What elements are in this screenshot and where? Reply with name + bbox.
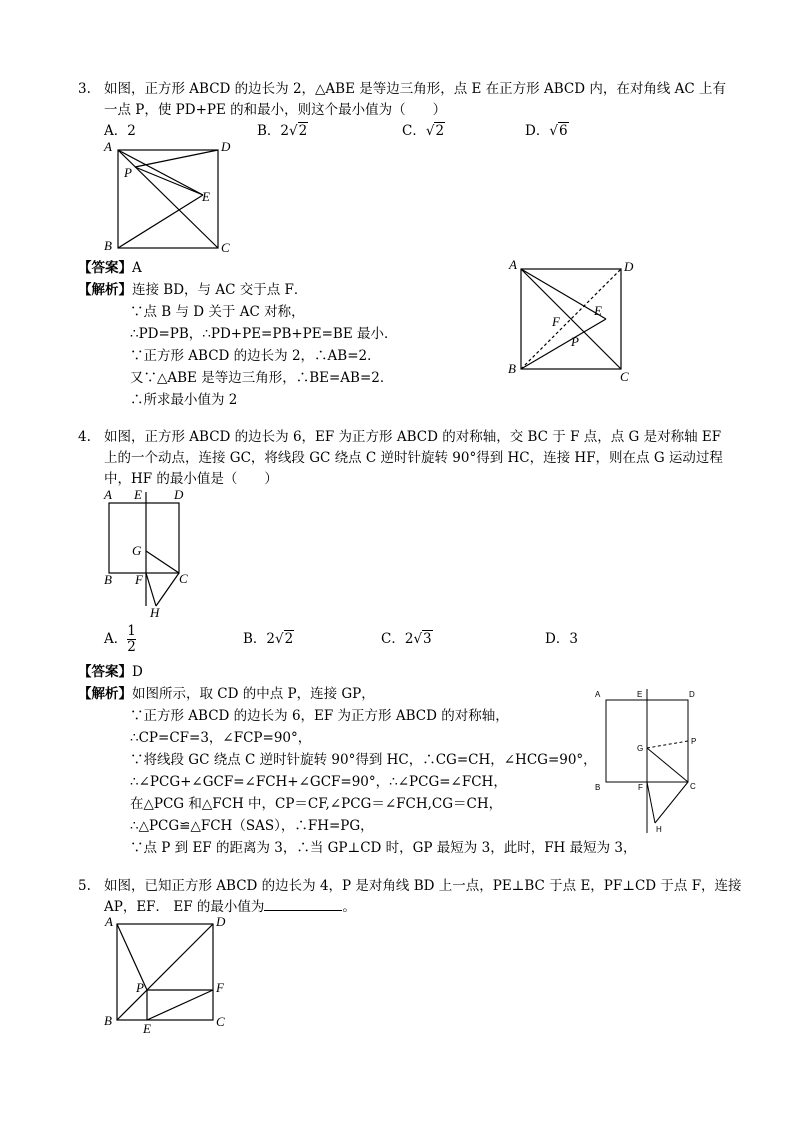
q4-option-a-num: 1 (127, 623, 136, 639)
q4-label-e: E (134, 487, 142, 502)
q3-answer-value: A (132, 260, 142, 276)
q5-stem-line2-text: AP，EF． EF 的最小值为 (104, 899, 265, 915)
q4-analysis-line4: ∵将线段 GC 绕点 C 逆时针旋转 90°得到 HC，∴CG=CH，∠HCG=90°， (130, 752, 597, 768)
q5-label-a: A (105, 914, 113, 929)
q4-option-d (545, 630, 578, 648)
q5-label-d: D (216, 914, 226, 929)
q4-option-d-value: 3 (569, 631, 578, 647)
q3-option-a-label: A． (104, 123, 128, 139)
q4-analysis-line2: ∵正方形 ABCD 的边长为 6，EF 为正方形 ABCD 的对称轴， (130, 708, 509, 724)
q4-option-c-coef: 2 (404, 631, 414, 647)
q4s-label-f: F (638, 783, 643, 792)
q5-label-b: B (104, 1013, 112, 1028)
q5-stem-line1: 如图，已知正方形 ABCD 的边长为 4，P 是对角线 BD 上一点，PE⊥BC 于点 E，PF⊥CD 于点 F，连接 (104, 878, 742, 894)
q3-option-d-radicand: 6 (558, 123, 568, 139)
q3-option-b-label: B． (257, 123, 281, 139)
q3-stem-line1: 如图，正方形 ABCD 的边长为 2，△ABE 是等边三角形，点 E 在正方形 ABCD 内，在对角线 AC 上有 (104, 81, 726, 97)
q4-analysis-tag: 【解析】 (78, 686, 132, 702)
q3-option-d (525, 122, 569, 140)
q3-answer-tag: 【答案】 (78, 260, 132, 276)
q5-stem-line2-end: 。 (342, 899, 356, 915)
q3-analysis-line3: ∴PD=PB，∴PD+PE=PB+PE=BE 最小． (130, 326, 398, 342)
q4-analysis-line8: ∵点 P 到 EF 的距离为 3，∴当 GP⊥CD 时，GP 最短为 3，此时，FH 最短为 3， (130, 840, 637, 856)
q3-analysis-line2: ∵点 B 与 D 关于 AC 对称， (130, 304, 305, 320)
q4s-segment-gc (647, 748, 688, 782)
q4-option-b-radicand: 2 (284, 631, 294, 647)
q4s-segment-fh (647, 782, 655, 823)
q4-figure (100, 486, 210, 622)
q4-option-c-label: C． (381, 631, 405, 647)
q4s-label-h: H (656, 825, 662, 834)
q4s-label-b: B (595, 783, 601, 792)
q3s-label-a: A (509, 257, 517, 272)
q3s-label-c: C (620, 369, 629, 384)
sqrt-icon: √ (289, 123, 298, 139)
q4-analysis-line6: 在△PCG 和△FCH 中，CP＝CF,∠PCG＝∠FCH,CG＝CH， (130, 796, 503, 812)
q5-segment-ef (147, 990, 213, 1020)
q4-analysis-line7: ∴△PCG≌△FCH（SAS），∴FH=PG， (130, 818, 374, 834)
q4-answer-value: D (132, 664, 143, 680)
q5-answer-blank[interactable] (264, 898, 342, 911)
q3-label-a: A (104, 139, 112, 154)
q3s-label-d: D (624, 259, 634, 274)
q4-segment-ch (156, 573, 179, 606)
q5-label-f: F (216, 980, 224, 995)
q3-analysis-text: 连接 BD，与 AC 交于点 F． (132, 282, 308, 298)
q4-label-c: C (179, 571, 188, 586)
q5-number: 5. (78, 878, 91, 894)
q3-stem-line2: 一点 P，使 PD+PE 的和最小，则这个最小值为（ ） (104, 102, 447, 118)
q3s-label-b: B (508, 361, 516, 376)
q4-number: 4. (78, 429, 91, 445)
q3-option-a-value: 2 (127, 123, 136, 139)
q3-analysis-tag: 【解析】 (78, 282, 132, 298)
q4-analysis-line3: ∴CP=CF=3，∠FCP=90°， (130, 730, 312, 746)
q4-option-b-label: B． (243, 631, 267, 647)
sqrt-icon: √ (413, 631, 423, 647)
q3-analysis-line5: 又∵△ABE 是等边三角形，∴BE=AB=2． (130, 370, 394, 386)
q4-square (109, 503, 179, 573)
q5-diagonal-bd (117, 924, 213, 1020)
q3-label-d: D (221, 139, 231, 154)
q3-analysis-line1 (78, 281, 307, 299)
q4-option-c (381, 630, 433, 648)
q3-option-c-radicand: 2 (435, 123, 445, 139)
q3s-label-e: E (594, 303, 602, 318)
q3-label-p: P (124, 165, 132, 180)
q3s-label-f: F (552, 314, 560, 329)
q3-option-b (257, 122, 308, 140)
q4-solution-figure (592, 686, 712, 838)
q4-option-c-radicand: 3 (423, 631, 432, 647)
q4-option-d-label: D． (545, 631, 570, 647)
q5-label-c: C (216, 1014, 225, 1029)
q5-figure (100, 912, 235, 1036)
q3-answer (78, 259, 142, 277)
q3-analysis-line4: ∵正方形 ABCD 的边长为 2，∴AB=2． (130, 348, 381, 364)
q3-segment-pe (135, 167, 203, 195)
q4-segment-gc (146, 551, 179, 573)
q4-label-d: D (174, 487, 184, 502)
q4-analysis-line5: ∴∠PCG+∠GCF=∠FCH+∠GCF=90°，∴∠PCG=∠FCH， (130, 774, 507, 790)
q3-option-c-label: C． (402, 123, 426, 139)
q4s-segment-gp (647, 741, 688, 748)
q5-label-e: E (143, 1021, 151, 1036)
q3-label-b: B (104, 238, 112, 253)
q4-option-a-label: A． (104, 631, 128, 647)
q3-option-b-radicand: 2 (298, 123, 308, 139)
sqrt-icon: √ (425, 123, 435, 139)
q3-analysis-line6: ∴所求最小值为 2 (130, 392, 238, 408)
q3s-label-p: P (571, 334, 579, 349)
q4s-label-a: A (595, 690, 601, 699)
q4-analysis-text: 如图所示，取 CD 的中点 P，连接 GP， (132, 686, 375, 702)
q4-stem-line1: 如图，正方形 ABCD 的边长为 6，EF 为正方形 ABCD 的对称轴，交 BC 于 F 点，点 G 是对称轴 EF (104, 429, 722, 445)
q4-stem-line3: 中，HF 的最小值是（ ） (104, 471, 278, 487)
q3-number: 3. (78, 81, 91, 97)
q3-label-c: C (221, 240, 230, 255)
q4-option-a-fraction (127, 624, 136, 655)
q3-label-e: E (202, 189, 210, 204)
sqrt-icon: √ (275, 631, 284, 647)
q4s-segment-ch (655, 782, 688, 823)
q4s-label-d: D (689, 690, 695, 699)
q4-label-b: B (104, 572, 112, 587)
q4-analysis-line1 (78, 685, 375, 703)
q3s-segment-be (521, 319, 606, 369)
q4-answer (78, 663, 143, 681)
q4-segment-fh (146, 573, 156, 606)
q3-figure (100, 138, 240, 258)
q4-label-f: F (135, 572, 143, 587)
q3-option-b-coef: 2 (280, 123, 290, 139)
q4-option-b (243, 630, 294, 648)
q3-segment-pd (135, 150, 218, 167)
q4-option-a (104, 624, 136, 655)
q3-option-c (402, 122, 445, 140)
q4-option-a-den: 2 (127, 639, 136, 655)
q4s-label-c: C (690, 782, 696, 791)
q4-label-a: A (104, 487, 112, 502)
q4-option-b-coef: 2 (266, 631, 276, 647)
q3-option-d-label: D． (525, 123, 550, 139)
q4-stem-line2: 上的一个动点，连接 GC，将线段 GC 绕点 C 逆时针旋转 90°得到 HC，连接 HF，则在点 G 运动过程 (104, 450, 723, 466)
q3-solution-figure (505, 255, 645, 385)
q4s-label-p: P (691, 737, 697, 746)
q4-answer-tag: 【答案】 (78, 664, 132, 680)
q4-label-g: G (132, 543, 142, 558)
q4s-label-e: E (637, 690, 643, 699)
q5-label-p: P (136, 980, 144, 995)
sqrt-icon: √ (549, 123, 558, 139)
q4s-label-g: G (637, 744, 644, 753)
q4-label-h: H (150, 605, 160, 620)
